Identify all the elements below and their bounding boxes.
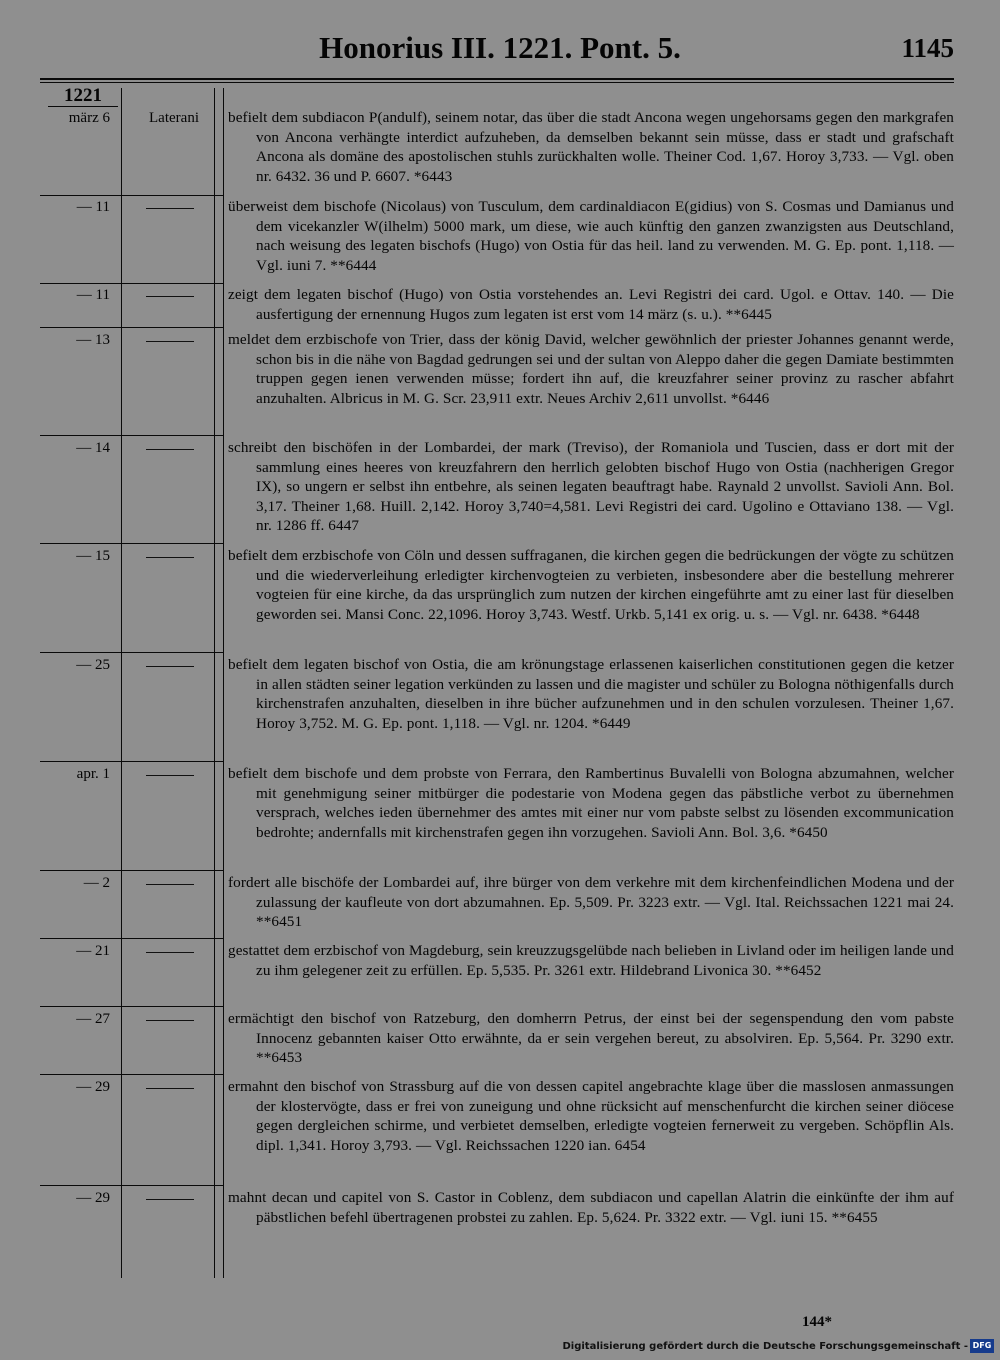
page-title: Honorius III. 1221. Pont. 5. [319,30,681,65]
entry-separator [40,1185,224,1186]
ditto-line [146,775,194,776]
entry-separator [40,327,224,328]
ditto-line [146,557,194,558]
ditto-line [146,952,194,953]
entry-separator [40,938,224,939]
entry-text: meldet dem erzbischofe von Trier, dass der könig David, welcher gewöhnlich der priester Johannes genannt werde, schon bis in die nähe von Bagdad gedrungen sei und der sultan von Aleppo daher die gegen Damiate bestimmten truppen gegen ienen verwenden müsse; fordert ihn auf, die kreuzfahrer seiner provinz zu rascher abfahrt anzuhalten. Albricus in M. G. Scr. 23,911 extr. Neues Archiv 2,611 unvollst. *6446 [228,331,954,407]
entry-text: gestattet dem erzbischof von Magdeburg, sein kreuzzugsgelübde nach belieben in Livland oder im heiligen lande und zu ihm gelegener zeit zu erfüllen. Ep. 5,535. Pr. 3261 extr. Hildebrand Livonica 30. **6452 [228,942,954,979]
entry-date: märz 6 [68,110,110,126]
entry-separator [40,195,224,196]
sheet-signature: 144* [802,1314,832,1330]
year-underline [48,106,118,107]
entry-date: — 2 [83,875,110,891]
entry-separator [40,283,224,284]
entry-place: Laterani [149,110,199,126]
entry-date: — 29 [76,1190,110,1206]
ditto-line [146,1199,194,1200]
entry-text: ermächtigt den bischof von Ratzeburg, den domherrn Petrus, der einst bei der segenspendung den vom pabste Innocenz gebannten kaiser Otto erwähnte, da er sein vergehen bereut, zu absolviren. Ep. 5,564. Pr. 3290 extr. **6453 [228,1010,954,1066]
entry-date: — 25 [76,657,110,673]
entry-date: apr. 1 [76,766,110,782]
ditto-line [146,208,194,209]
entry-text: befielt dem erzbischofe von Cöln und dessen suffraganen, die kirchen gegen die bedrückungen der vögte zu schützen und die wiederverleihung erledigter kirchenvogteien zu verbieten, insbesondere aber die bestellung mehrerer vogteien für eine kirche, da das ursprünglich zum nutzen der kirchen eingeführte amt zu einer last für dieselben geworden sei. Mansi Conc. 22,1096. Horoy 3,743. Westf. Urkb. 5,141 ex orig. u. s. — Vgl. nr. 6438. *6448 [228,547,954,623]
entry-date: — 15 [76,548,110,564]
entry-text: fordert alle bischöfe der Lombardei auf, ihre bürger von dem verkehre mit dem kirchenfeindlichen Modena und der zulassung der kaufleute von dort abzumahnen. Ep. 5,509. Pr. 3223 extr. — Vgl. Ital. Reichssachen 1221 mai 24. **6451 [228,874,954,930]
dfg-logo-icon: DFG [970,1339,994,1353]
entry-separator [40,870,224,871]
ditto-line [146,449,194,450]
entry-text: befielt dem bischofe und dem probste von Ferrara, den Rambertinus Buvalelli von Bologna abzumahnen, welcher mit genehmigung seiner mitbürger die podestarie von Modena gegen das päbstliche verbot zu übernehmen versprach, welches ieden übernehmer des amtes mit einer nur vom pabste selbst zu lösenden excommunication bedrohte; andernfalls mit kirchenstrafen gegen ihn vorzugehen. Savioli Ann. Bol. 3,6. *6450 [228,765,954,841]
entry-separator [40,761,224,762]
column-divider-place [214,88,215,1278]
entry-separator [40,543,224,544]
header-rule-thick [40,78,954,80]
ditto-line [146,1020,194,1021]
entry-separator [40,1074,224,1075]
entry-text: überweist dem bischofe (Nicolaus) von Tusculum, dem cardinaldiacon E(gidius) von S. Cosmas und Damianus und dem vicekanzler W(ilhelm) 5000 mark, um diese, wie auch künftig den ganzen zwanzigsten aus Deutschland, nach weisung des legaten bischofs (Hugo) von Ostia für das heil. land zu verwenden. M. G. Ep. pont. 1,118. — Vgl. iuni 7. **6444 [228,198,954,274]
page-number: 1145 [901,33,954,63]
entry-text: zeigt dem legaten bischof (Hugo) von Ostia vorstehendes an. Levi Registri dei card. Ugol. e Ottav. 140. — Die ausfertigung der ernennung Hugos zum legaten ist erst vom 14 märz (s. u.). **6445 [228,286,954,323]
ditto-line [146,1088,194,1089]
entry-text: schreibt den bischöfen in der Lombardei, der mark (Treviso), der Romaniola und Tuscien, dass er dort mit der sammlung eines heeres von kreuzfahrern den herrlich gelobten bischof Hugo von Ostia (nachherigen Gregor IX), so ungern er selbst ihn entbehre, als seinen legaten beauftragt habe. Raynald 2 unvollst. Savioli Ann. Bol. 3,17. Theiner 1,68. Huill. 2,142. Horoy 3,740=4,581. Levi Registri dei card. Ugolino e Ottaviano 138. — Vgl. nr. 1286 ff. 6447 [228,439,954,534]
entry-separator [40,1006,224,1007]
entry-text: befielt dem legaten bischof von Ostia, die am krönungstage erlassenen kaiserlichen constitutionen gegen die ketzer in allen städten seiner legation verkünden zu lassen und die magister und schüler zu Bologna nöthigenfalls durch kirchenstrafen anzuhalten, dieselben in ihre bücher aufzunehmen und in den schulen vorzulesen. Theiner 1,67. Horoy 3,752. M. G. Ep. pont. 1,118. — Vgl. nr. 1204. *6449 [228,656,954,732]
digitization-credit: Digitalisierung gefördert durch die Deutsche Forschungsgemeinschaft - [562,1341,968,1352]
year-heading: 1221 [64,85,102,106]
entry-text: ermahnt den bischof von Strassburg auf die von dessen capitel angebrachte klage über die masslosen anmassungen der klostervögte, dass er frei von zuneigung und ohne rücksicht auf menschenfurcht die kirchen seiner diöcese gegen dergleichen schirme, und verbietet demselben, erledigte vogteien fernerweit zu vergeben. Schöpflin Als. dipl. 1,341. Horoy 3,793. — Vgl. Reichssachen 1220 ian. 6454 [228,1078,954,1154]
entry-separator [40,652,224,653]
ditto-line [146,341,194,342]
ditto-line [146,296,194,297]
entry-date: — 27 [76,1011,110,1027]
column-divider-text [223,88,224,1278]
entry-date: — 13 [76,332,110,348]
column-divider-date [121,88,122,1278]
entry-date: — 29 [76,1079,110,1095]
entry-separator [40,435,224,436]
header-rule-thin [40,82,954,83]
entry-date: — 11 [76,287,110,303]
ditto-line [146,666,194,667]
entry-date: — 21 [76,943,110,959]
entry-date: — 11 [76,199,110,215]
ditto-line [146,884,194,885]
entry-text: mahnt decan und capitel von S. Castor in Coblenz, dem subdiacon und capellan Alatrin die einkünfte der ihm auf päbstlichen befehl übertragenen probstei zu zahlen. Ep. 5,624. Pr. 3322 extr. — Vgl. iuni 15. **6455 [228,1189,954,1226]
entry-date: — 14 [76,440,110,456]
entry-text: befielt dem subdiacon P(andulf), seinem notar, das über die stadt Ancona wegen ungehorsams gegen den markgrafen von Ancona verhängte interdict aufzuheben, da demselben bekannt sein müsse, dass er stadt und grafschaft Ancona als domäne des apostolischen stuhls zurückhalten wolle. Theiner Cod. 1,67. Horoy 3,733. — Vgl. oben nr. 6432. 36 und P. 6607. *6443 [228,109,954,185]
